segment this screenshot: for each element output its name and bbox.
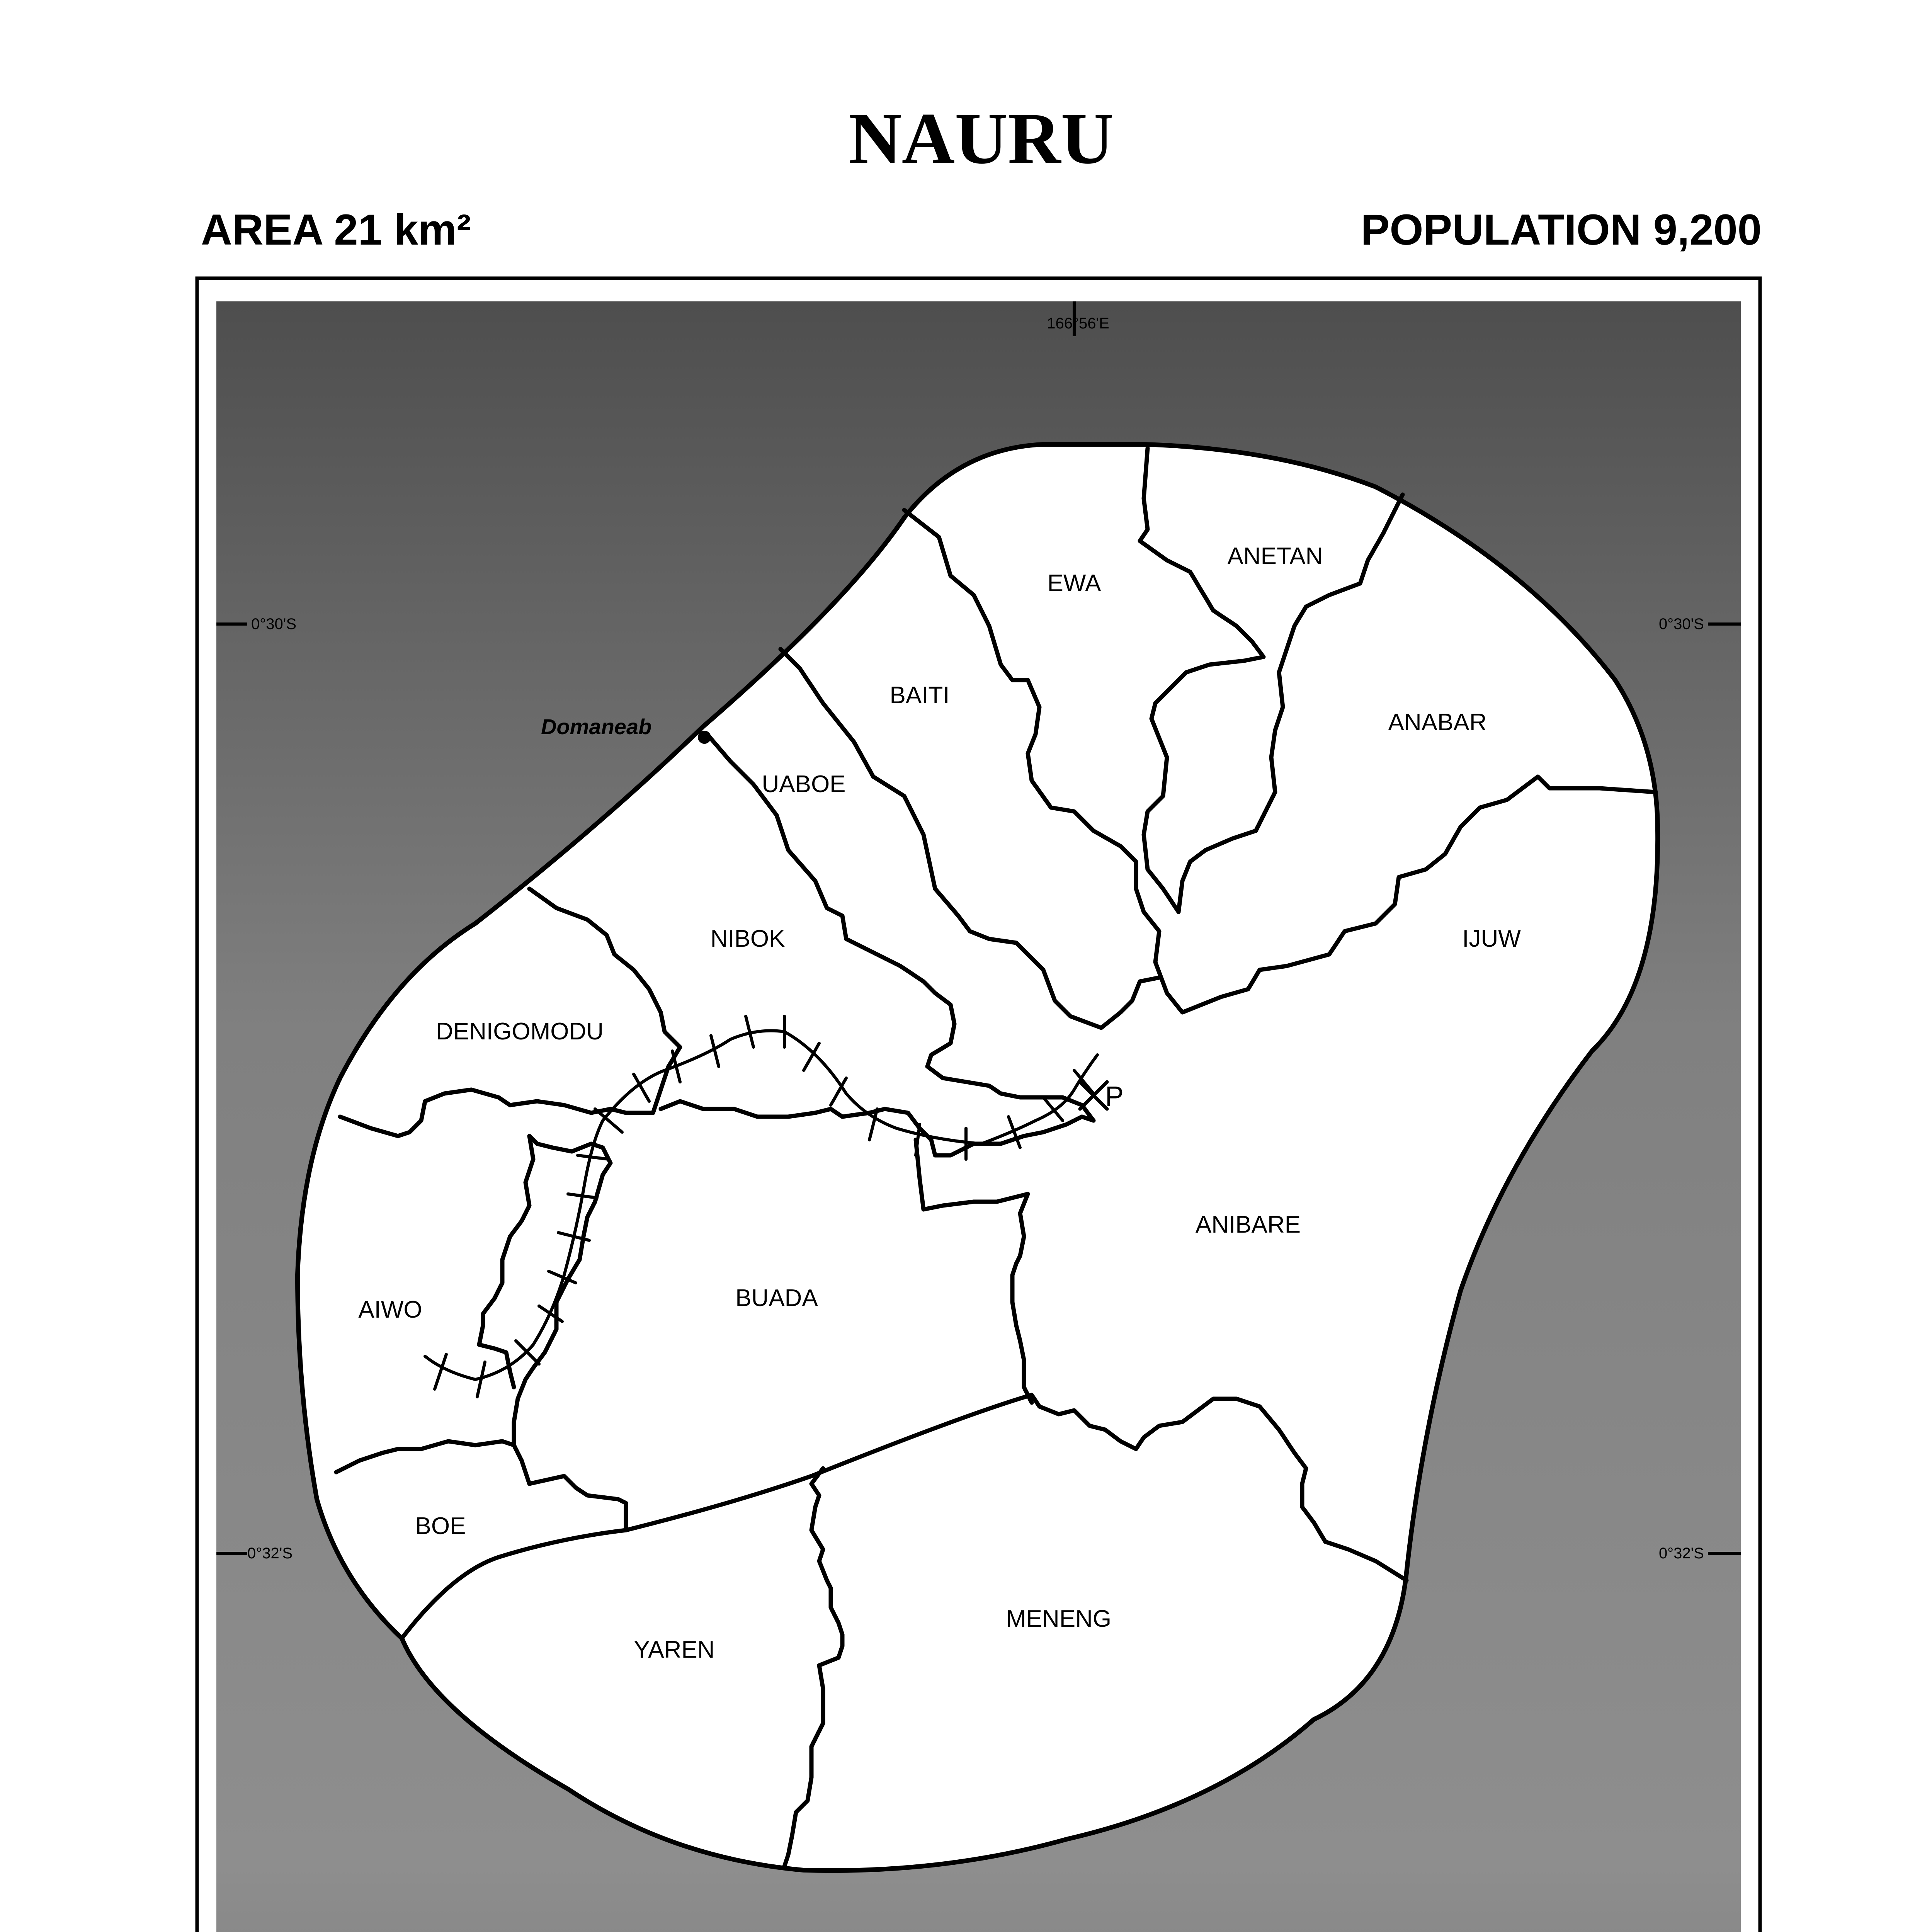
city-dot [698,731,711,744]
district-label-meneng: MENENG [1006,1605,1112,1632]
city-label: Domaneab [541,714,652,739]
longitude-label-top: 166°56'E [1047,315,1109,332]
district-label-anibare: ANIBARE [1195,1211,1301,1238]
latitude-label-south-right: 0°32'S [1658,1545,1704,1562]
district-label-uaboe: UABOE [762,771,846,798]
district-label-denigomodu: DENIGOMODU [436,1018,604,1045]
mineral-symbol-label: P [1105,1081,1124,1112]
page-title: NAURU [849,98,1114,179]
population-label: POPULATION 9,200 [1361,206,1762,254]
district-label-anetan: ANETAN [1227,543,1323,570]
district-label-aiwo: AIWO [358,1296,422,1323]
latitude-label-south-left: 0°32'S [247,1545,293,1562]
latitude-label-north-left: 0°30'S [251,616,297,633]
district-label-ijuw: IJUW [1462,925,1521,952]
district-label-nibok: NIBOK [710,925,785,952]
district-label-anabar: ANABAR [1388,709,1487,736]
district-label-buada: BUADA [735,1285,818,1311]
latitude-label-north-right: 0°30'S [1658,616,1704,633]
district-label-yaren: YAREN [634,1636,715,1663]
district-label-baiti: BAITI [889,682,950,709]
district-label-ewa: EWA [1047,570,1101,597]
area-label: AREA 21 km² [201,206,471,254]
district-label-boe: BOE [415,1513,466,1539]
